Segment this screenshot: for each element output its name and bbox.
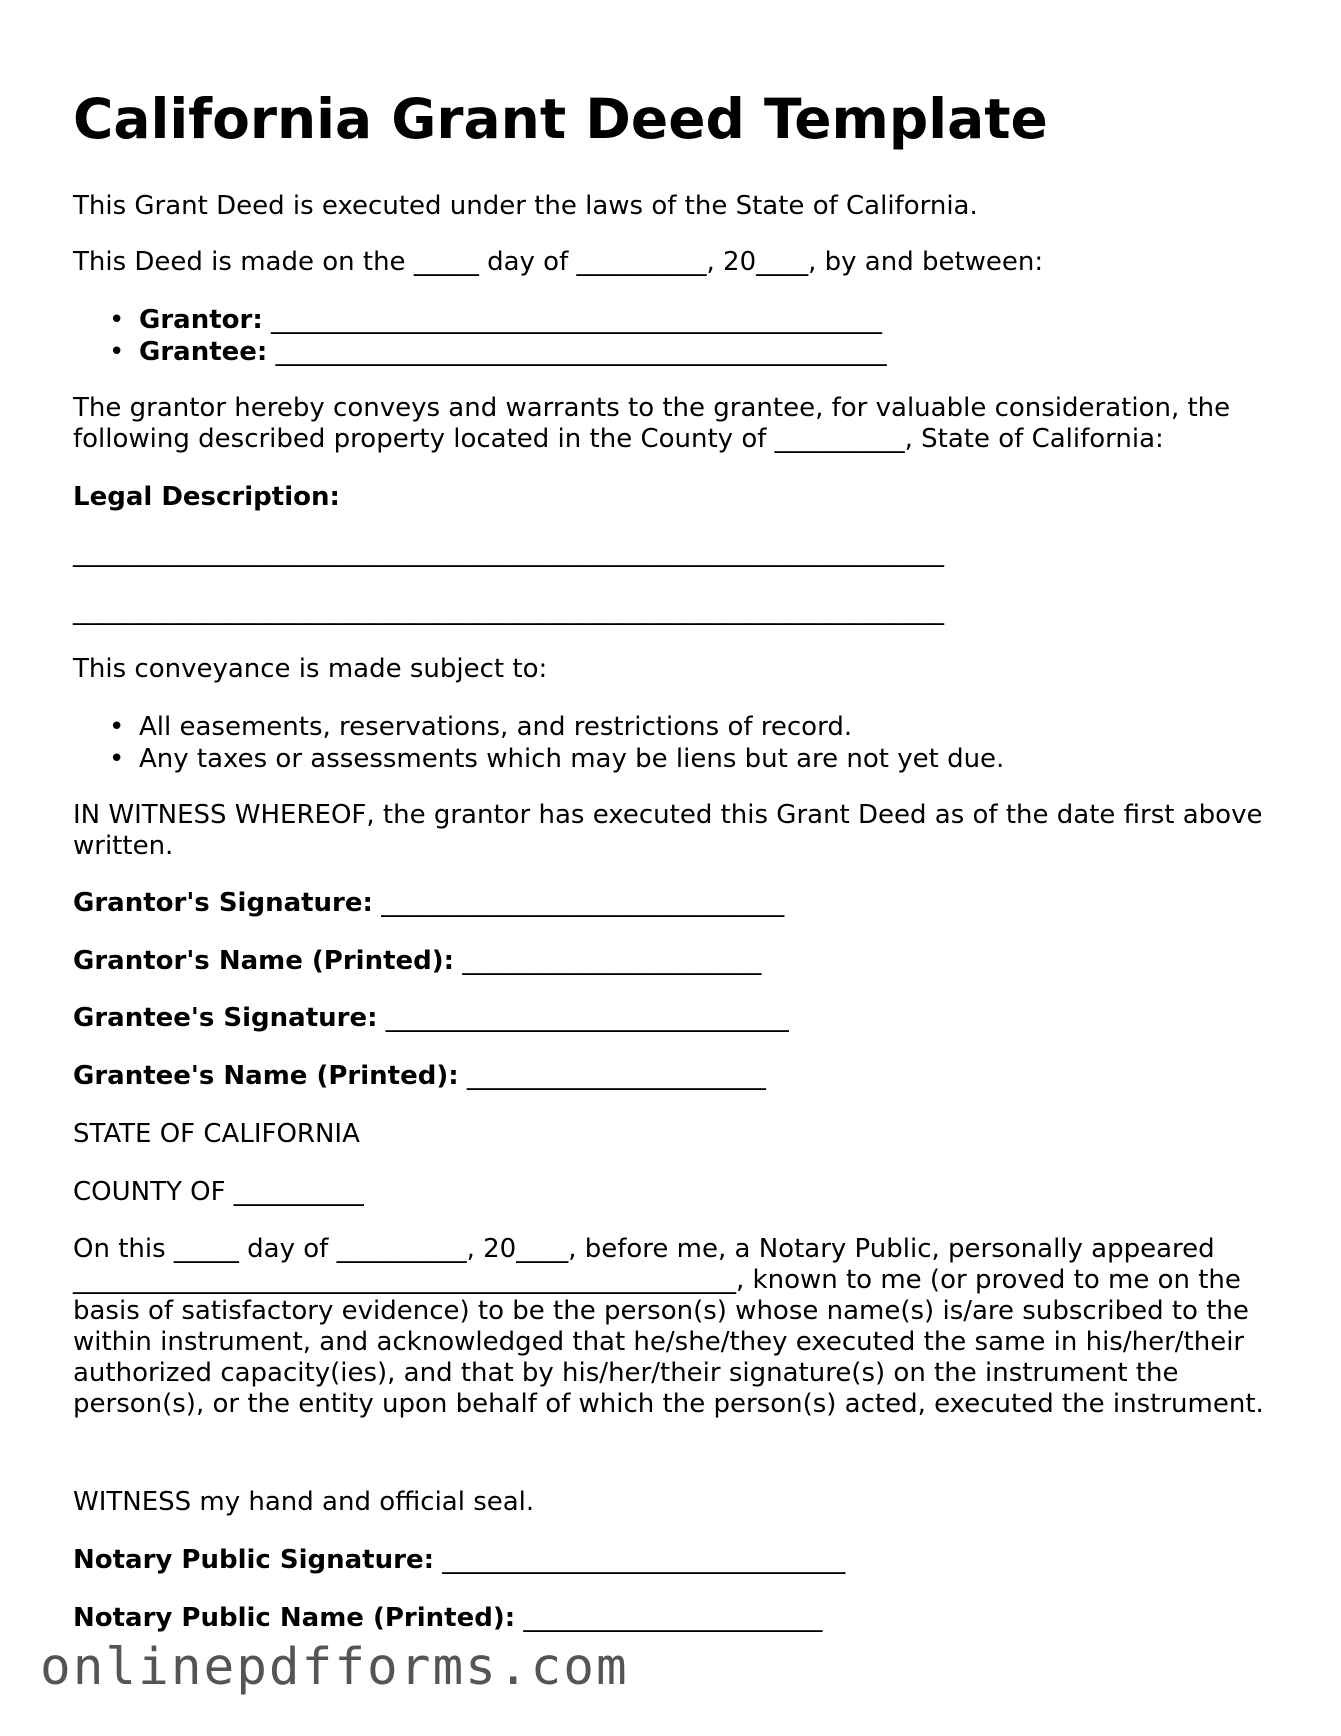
grantor-signature-row xyxy=(73,888,784,919)
grantee-name-label: Grantee's Name (Printed): xyxy=(73,1061,459,1091)
grantor-signature-label: Grantor's Signature: xyxy=(73,888,373,918)
grantor-signature-blank: _______________________________ xyxy=(381,888,785,918)
grantee-name-blank: _______________________ xyxy=(466,1061,766,1091)
page-title: California Grant Deed Template xyxy=(73,87,1048,151)
witness-clause: IN WITNESS WHEREOF, the grantor has executed this Grant Deed as of the date first above written. xyxy=(73,800,1263,861)
grantor-blank: _______________________________________________ xyxy=(271,305,882,335)
notary-signature-row xyxy=(73,1545,845,1576)
grantor-name-label: Grantor's Name (Printed): xyxy=(73,946,455,976)
notary-name-row xyxy=(73,1603,822,1634)
notary-state: STATE OF CALIFORNIA xyxy=(73,1119,360,1149)
made-on-text: This Deed is made on the _____ day of __________, 20____, by and between: xyxy=(73,247,1044,277)
legal-description-line-2: ___________________________________________________________________ xyxy=(73,596,944,626)
notary-signature-label: Notary Public Signature: xyxy=(73,1545,434,1575)
subject-to-intro: This conveyance is made subject to: xyxy=(73,654,548,684)
parties-list xyxy=(73,304,887,368)
legal-description-heading: Legal Description: xyxy=(73,482,340,512)
conveys-paragraph: The grantor hereby conveys and warrants to the grantee, for valuable consideration, the following described property located in the County of __________, State of California: xyxy=(73,393,1231,454)
grantee-signature-label: Grantee's Signature: xyxy=(73,1003,378,1033)
notary-name-blank: _______________________ xyxy=(523,1603,823,1633)
notary-witness: WITNESS my hand and official seal. xyxy=(73,1487,535,1517)
grantee-blank: _______________________________________________ xyxy=(275,337,887,367)
grantor-name-row xyxy=(73,946,761,977)
legal-description-line-1: ___________________________________________________________________ xyxy=(73,538,944,568)
grantee-label: Grantee: xyxy=(139,337,268,367)
subject-to-list xyxy=(73,711,1004,775)
notary-signature-blank: _______________________________ xyxy=(442,1545,846,1575)
list-item: • Any taxes or assessments which may be liens but are not yet due. xyxy=(139,743,1004,775)
grantee-signature-blank: _______________________________ xyxy=(385,1003,789,1033)
notary-county: COUNTY OF __________ xyxy=(73,1177,364,1207)
grantee-name-row xyxy=(73,1061,766,1092)
list-item: • All easements, reservations, and restrictions of record. xyxy=(139,711,1004,743)
intro-text: This Grant Deed is executed under the laws of the State of California. xyxy=(73,191,978,221)
notary-acknowledgment: On this _____ day of __________, 20____, before me, a Notary Public, personally appeared ___________________________________________________, known to me (or proved to me on the basis of satisfactory evidence) to be the person(s) whose name(s) is/are subscribed to the within instrument, and acknowledged that he/she/they executed the same in his/her/their authorized capacity(ies), and that by his/her/their signature(s) on the instrument the person(s), or the entity upon behalf of which the person(s) acted, executed the instrument. xyxy=(73,1234,1264,1419)
grantor-label: Grantor: xyxy=(139,305,263,335)
grantee-signature-row xyxy=(73,1003,789,1034)
list-item-grantor xyxy=(139,304,887,336)
list-item-grantee xyxy=(139,336,887,368)
watermark: onlinepdfforms.com xyxy=(40,1638,629,1697)
notary-name-label: Notary Public Name (Printed): xyxy=(73,1603,516,1633)
grantor-name-blank: _______________________ xyxy=(462,946,762,976)
